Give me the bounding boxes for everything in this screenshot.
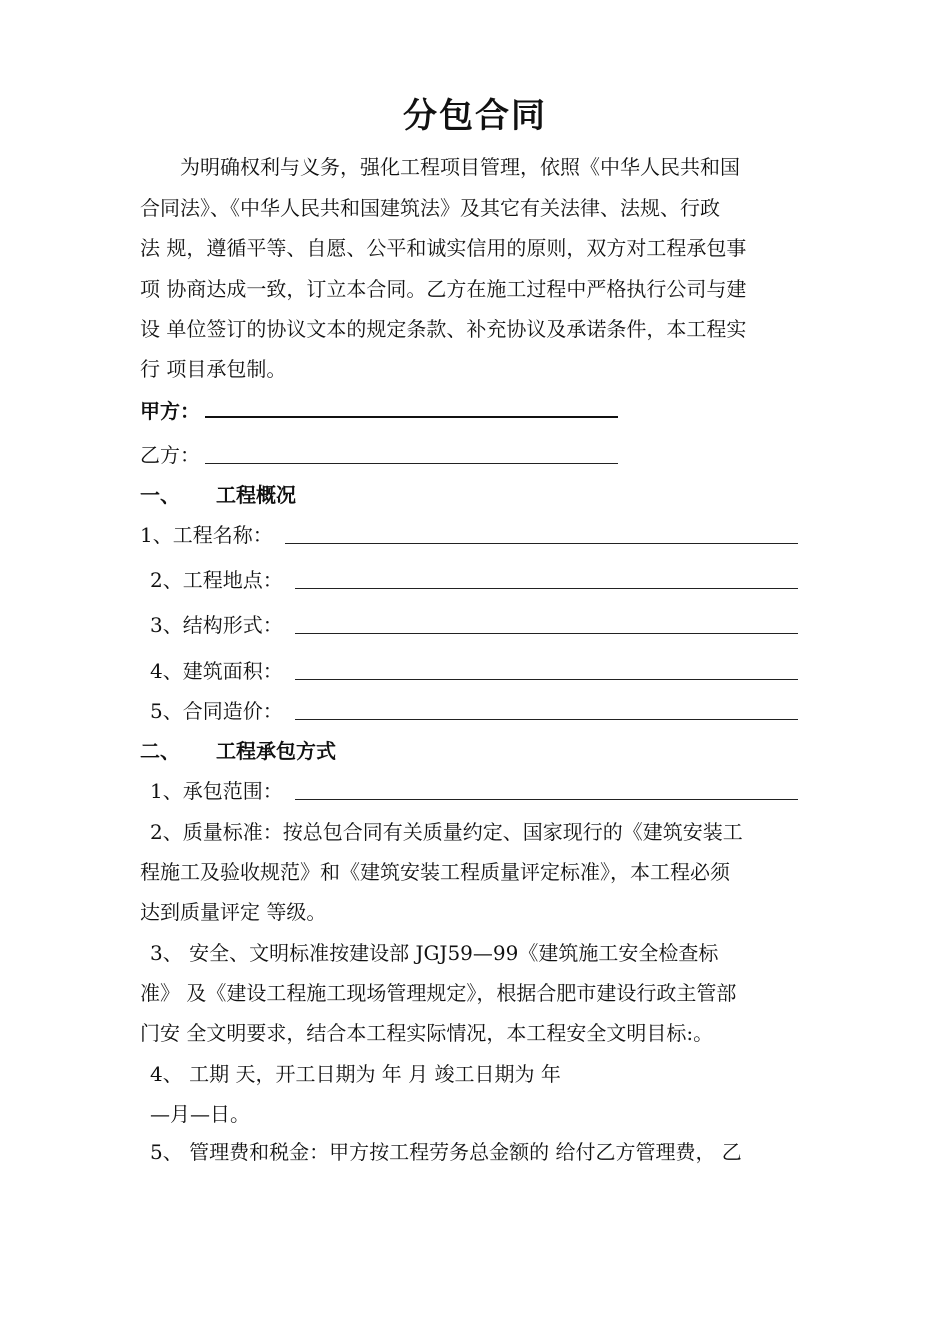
section-1-number: 一、	[140, 483, 180, 507]
s2-fee-line: 5、 管理费和税金：甲方按工程劳务总金额的 给付乙方管理费， 乙	[150, 1140, 742, 1164]
s1-item-name-blank	[285, 543, 798, 544]
intro-line-4: 项 协商达成一致，订立本合同。乙方在施工过程中严格执行公司与建	[140, 277, 747, 301]
section-2-title: 工程承包方式	[216, 739, 336, 763]
s1-item-structure: 3、结构形式：	[150, 613, 283, 637]
party-b-label: 乙方：	[140, 443, 200, 467]
s2-safety-line-3: 门安 全文明要求，结合本工程实际情况，本工程安全文明目标:。	[140, 1021, 714, 1045]
s2-item-scope-blank	[295, 799, 798, 800]
s2-schedule-line-2: —月—日。	[150, 1102, 250, 1126]
s2-item-scope: 1、承包范围：	[150, 779, 283, 803]
section-2-heading	[140, 736, 336, 766]
s2-safety-line-1: 3、 安全、文明标准按建设部 JGJ59—99《建筑施工安全检查标	[150, 941, 719, 965]
intro-line-5: 设 单位签订的协议文本的规定条款、补充协议及承诺条件，本工程实	[140, 317, 747, 341]
intro-line-6: 行 项目承包制。	[140, 357, 287, 381]
s1-item-location: 2、工程地点：	[150, 568, 283, 592]
s2-quality-line-2: 程施工及验收规范》和《建筑安装工程质量评定标准》，本工程必须	[140, 860, 730, 884]
s2-quality-line-3: 达到质量评定 等级。	[140, 900, 327, 924]
s1-item-area: 4、建筑面积：	[150, 659, 283, 683]
party-a-blank	[205, 416, 618, 418]
s1-item-structure-blank	[295, 633, 798, 634]
section-2-number: 二、	[140, 739, 180, 763]
s1-item-price-blank	[295, 719, 798, 720]
party-a-label: 甲方：	[140, 399, 200, 423]
s2-quality-line-1: 2、质量标准：按总包合同有关质量约定、国家现行的《建筑安装工	[150, 820, 743, 844]
s2-schedule-line-1: 4、 工期 天，开工日期为 年 月 竣工日期为 年	[150, 1062, 561, 1086]
s1-item-price: 5、合同造价：	[150, 699, 283, 723]
s1-item-area-blank	[295, 679, 798, 680]
page-title: 分包合同	[403, 96, 547, 136]
intro-line-1: 为明确权利与义务，强化工程项目管理，依照《中华人民共和国	[180, 155, 740, 179]
party-b-blank	[205, 463, 618, 464]
intro-line-3: 法 规，遵循平等、自愿、公平和诚实信用的原则，双方对工程承包事	[140, 236, 747, 260]
intro-line-2: 合同法》、《中华人民共和国建筑法》及其它有关法律、法规、行政	[140, 196, 720, 220]
s1-item-location-blank	[295, 588, 798, 589]
section-1-heading	[140, 480, 296, 510]
section-1-title: 工程概况	[216, 483, 296, 507]
s1-item-name: 1、工程名称：	[140, 523, 273, 547]
s2-safety-line-2: 准》 及《建设工程施工现场管理规定》，根据合肥市建设行政主管部	[140, 981, 737, 1005]
